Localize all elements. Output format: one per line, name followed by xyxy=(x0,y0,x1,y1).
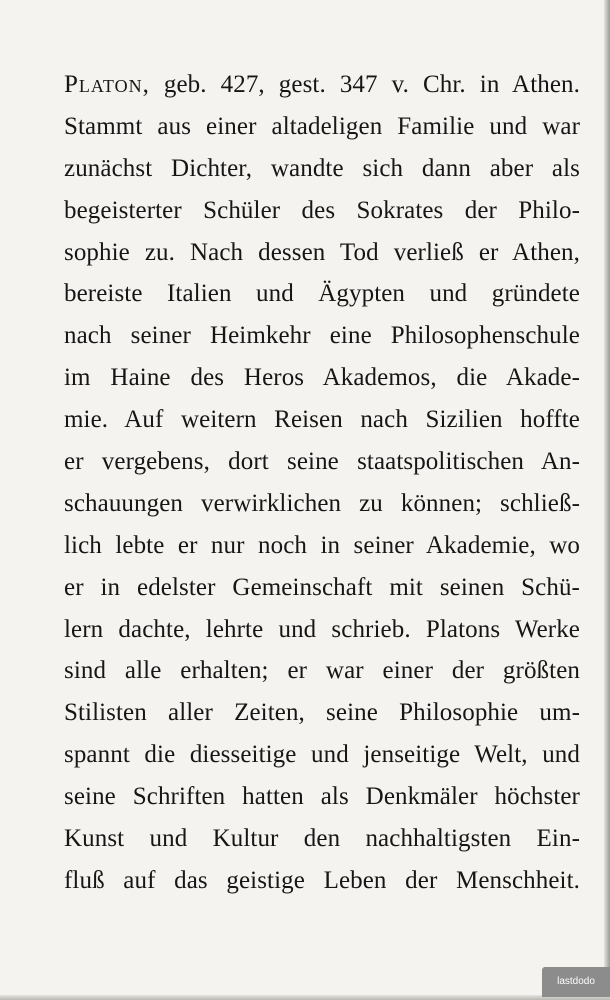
text-line: zunächst Dichter, wandte sich dann aber als xyxy=(64,154,580,182)
text-line: sind alle erhalten; er war einer der größten xyxy=(64,657,580,685)
text-line: nach seiner Heimkehr eine Philosophenschule xyxy=(64,322,580,350)
text-line: bereiste Italien und Ägypten und gründete xyxy=(64,280,580,308)
text-line: spannt die diesseitige und jenseitige Welt, und xyxy=(64,741,580,769)
text-line: mie. Auf weitern Reisen nach Sizilien hoffte xyxy=(64,406,580,434)
text-line: er vergebens, dort seine staatspolitischen An- xyxy=(64,448,580,476)
text-line: Stammt aus einer altadeligen Familie und war xyxy=(64,112,580,140)
text-line xyxy=(64,64,580,106)
text-line: Stilisten aller Zeiten, seine Philosophie um- xyxy=(64,699,580,727)
text-line: begeisterter Schüler des Sokrates der Philo- xyxy=(64,196,580,224)
cover-right-edge xyxy=(604,0,610,1000)
text-line: sophie zu. Nach dessen Tod verließ er Athen, xyxy=(64,238,580,266)
text-line: lich lebte er nur noch in seiner Akademie, wo xyxy=(64,531,580,559)
author-name: Platon, xyxy=(64,71,150,98)
text-line: lern dachte, lehrte und schrieb. Platons Werke xyxy=(64,615,580,643)
text-line: seine Schriften hatten als Denkmäler höchster xyxy=(64,783,580,811)
text-line: schauungen verwirklichen zu können; schließ- xyxy=(64,489,580,517)
cover-bottom-edge xyxy=(0,995,610,1000)
text-line: im Haine des Heros Akademos, die Akade- xyxy=(64,364,580,392)
text-line: er in edelster Gemeinschaft mit seinen Schü- xyxy=(64,573,580,601)
biography-text xyxy=(64,64,580,902)
watermark-badge: lastdodo xyxy=(542,967,610,997)
text-line: Kunst und Kultur den nachhaltigsten Ein- xyxy=(64,825,580,853)
text-line: fluß auf das geistige Leben der Menschheit. xyxy=(64,866,580,894)
text-line-content: geb. 427, gest. 347 v. Chr. in Athen. xyxy=(163,71,580,98)
